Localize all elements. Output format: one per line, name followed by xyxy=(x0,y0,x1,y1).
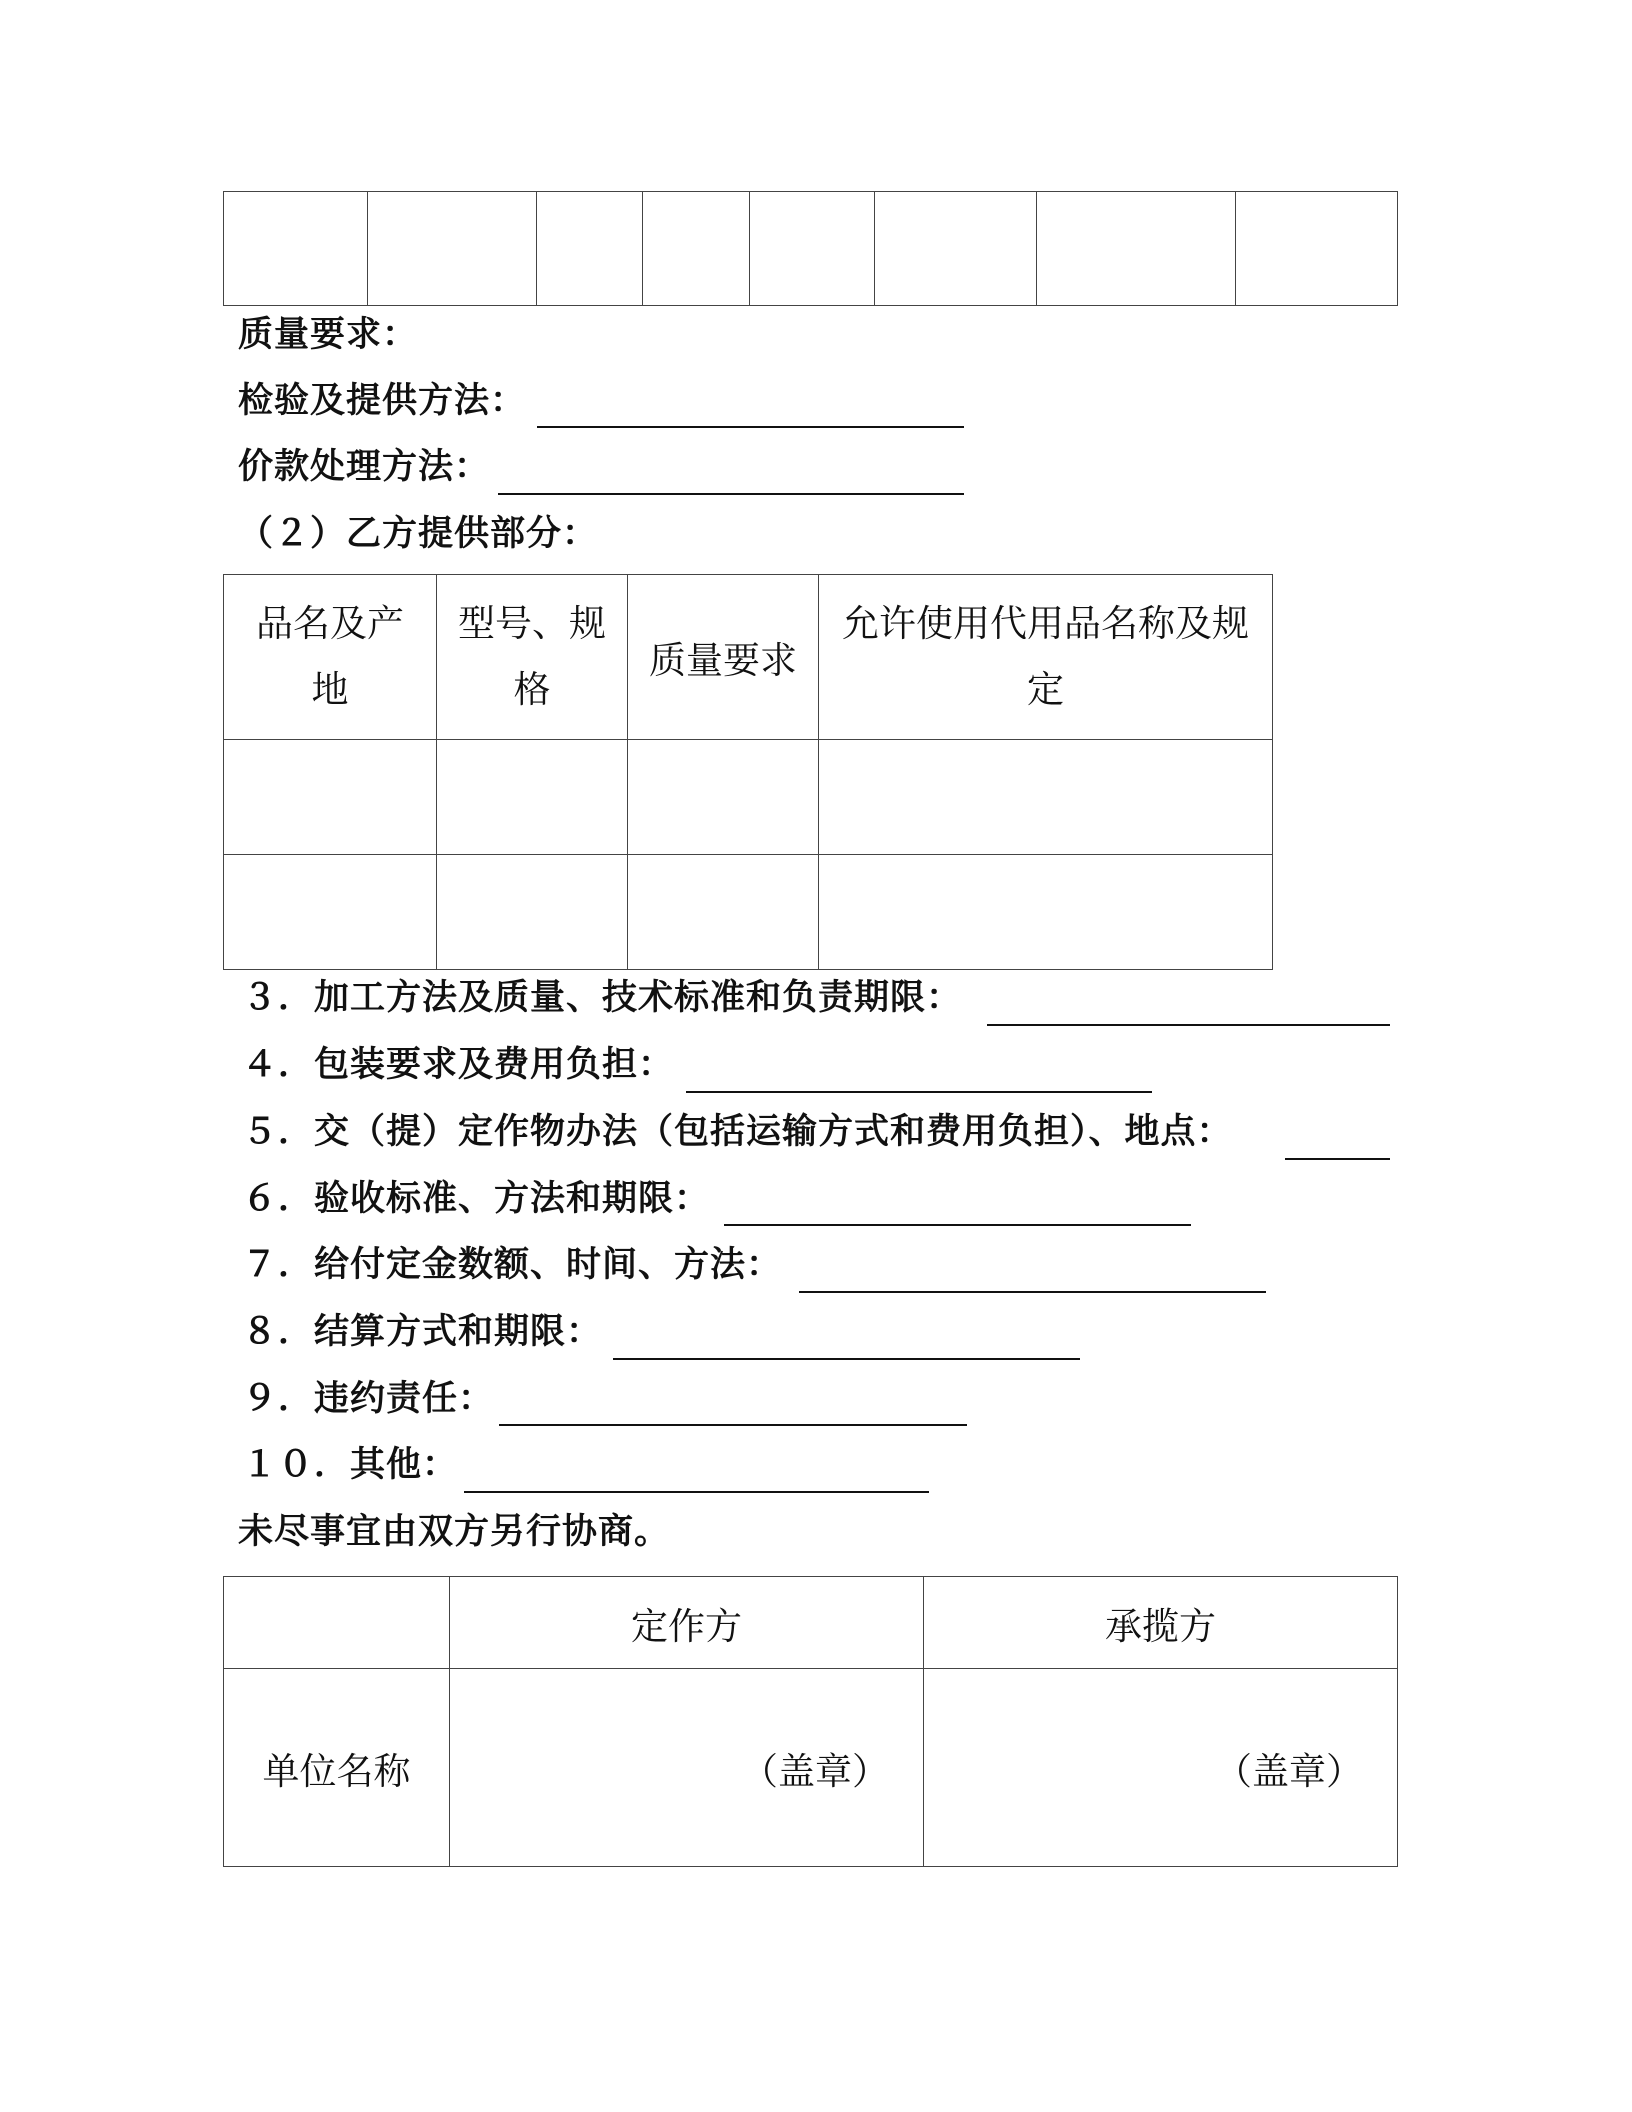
stamp-commissioning-party[interactable]: （盖章） xyxy=(450,1669,924,1867)
item-8-blank[interactable] xyxy=(613,1358,1080,1360)
item-3-label: ３．加工方法及质量、技术标准和负责期限： xyxy=(242,978,963,1018)
stamp-contractor[interactable]: （盖章） xyxy=(924,1669,1398,1867)
item-6-label: ６．验收标准、方法和期限： xyxy=(242,1179,711,1219)
header-substitute: 允许使用代用品名称及规定 xyxy=(819,575,1273,740)
table-cell xyxy=(224,1577,450,1669)
payment-blank[interactable] xyxy=(498,493,964,495)
item-4-label: ４．包装要求及费用负担： xyxy=(242,1045,675,1085)
item-10-label: １０．其他： xyxy=(242,1445,459,1485)
table-cell[interactable] xyxy=(875,192,1037,306)
item-9-blank[interactable] xyxy=(499,1424,967,1426)
closing-text: 未尽事宜由双方另行协商。 xyxy=(238,1512,671,1552)
table-row xyxy=(224,740,1273,855)
table-cell[interactable] xyxy=(1236,192,1398,306)
table-cell[interactable] xyxy=(819,855,1273,970)
table-cell[interactable] xyxy=(437,740,628,855)
inspection-label: 检验及提供方法： xyxy=(238,381,527,421)
table-cell[interactable] xyxy=(750,192,875,306)
item-10-blank[interactable] xyxy=(464,1491,929,1493)
header-model-spec: 型号、规格 xyxy=(437,575,628,740)
header-product-origin: 品名及产地 xyxy=(224,575,437,740)
party-b-heading: （２）乙方提供部分： xyxy=(238,514,599,554)
quality-label: 质量要求： xyxy=(238,315,419,355)
item-7-label: ７．给付定金数额、时间、方法： xyxy=(242,1245,783,1285)
item-8-label: ８．结算方式和期限： xyxy=(242,1312,603,1352)
table-cell[interactable] xyxy=(224,740,437,855)
header-commissioning-party: 定作方 xyxy=(450,1577,924,1669)
inspection-blank[interactable] xyxy=(537,426,964,428)
header-contractor: 承揽方 xyxy=(924,1577,1398,1669)
table-cell[interactable] xyxy=(628,855,819,970)
item-5-label: ５．交（提）定作物办法（包括运输方式和费用负担）、地点： xyxy=(242,1112,1233,1152)
item-7-blank[interactable] xyxy=(799,1291,1266,1293)
table-cell[interactable] xyxy=(437,855,628,970)
header-quality: 质量要求 xyxy=(628,575,819,740)
unit-name-label: 单位名称 xyxy=(224,1669,450,1867)
signature-table xyxy=(223,1576,1398,1867)
table-cell[interactable] xyxy=(819,740,1273,855)
table-cell[interactable] xyxy=(628,740,819,855)
table-cell[interactable] xyxy=(537,192,643,306)
item-9-label: ９．违约责任： xyxy=(242,1379,495,1419)
payment-label: 价款处理方法： xyxy=(238,447,491,487)
table-cell[interactable] xyxy=(643,192,750,306)
table-cell[interactable] xyxy=(224,192,368,306)
table-row xyxy=(224,855,1273,970)
item-5-blank[interactable] xyxy=(1285,1158,1390,1160)
table-cell[interactable] xyxy=(1037,192,1236,306)
party-b-table xyxy=(223,574,1273,970)
item-6-blank[interactable] xyxy=(724,1224,1191,1226)
top-blank-table xyxy=(223,191,1398,306)
table-cell[interactable] xyxy=(368,192,537,306)
table-cell[interactable] xyxy=(224,855,437,970)
item-4-blank[interactable] xyxy=(686,1091,1152,1093)
item-3-blank[interactable] xyxy=(987,1024,1390,1026)
